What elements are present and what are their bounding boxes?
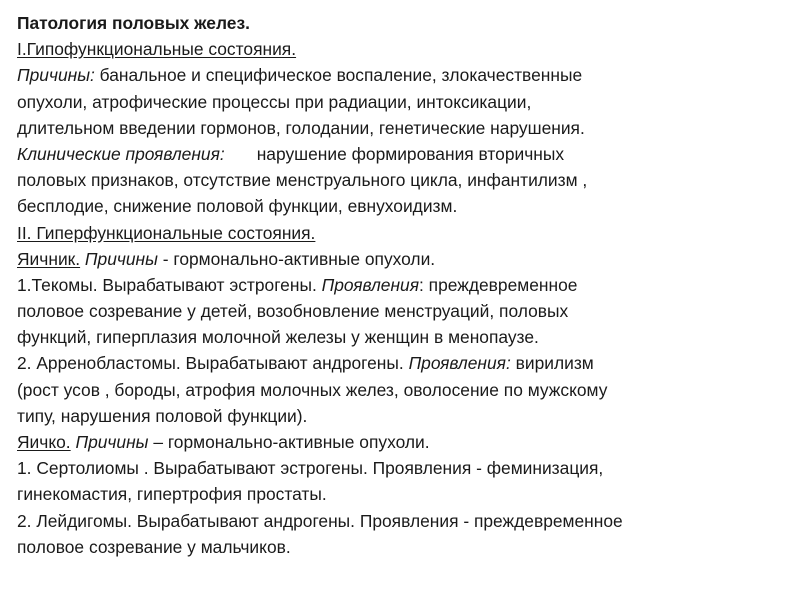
- ovary-item2-line-3: типу, нарушения половой функции).: [17, 405, 308, 426]
- section2-heading: II. Гиперфункциональные состояния.: [17, 222, 316, 243]
- ovary-item1-line-2: половое созревание у детей, возобновление менструаций, половых: [17, 301, 569, 322]
- testis-item1-line-1: 1. Сертолиомы . Вырабатывают эстрогены. Проявления - феминизация,: [17, 458, 604, 479]
- ovary-organ: Яичник.: [17, 248, 81, 269]
- ovary-causes-text: - гормонально-активные опухоли.: [157, 248, 436, 269]
- causes-line-1: [17, 62, 795, 88]
- section2-heading-line: [17, 220, 795, 246]
- causes-text-1: банальное и специфическое воспаление, злокачественные: [94, 65, 583, 86]
- ovary-item2-line-2: (рост усов , бороды, атрофия молочных желез, оволосение по мужскому: [17, 379, 608, 400]
- section1-heading: I.Гипофункциональные состояния.: [17, 39, 297, 60]
- testis-item2-line-1: 2. Лейдигомы. Вырабатывают андрогены. Проявления - преждевременное: [17, 510, 623, 531]
- section1-heading-line: [17, 36, 795, 62]
- clinical-line-3: бесплодие, снижение половой функции, евнухоидизм.: [17, 196, 458, 217]
- testis-causes-text: – гормонально-активные опухоли.: [148, 432, 430, 452]
- testis-item1-line-2: гинекомастия, гипертрофия простаты.: [17, 484, 327, 505]
- ovary-item2-lead: 2. Арренобластомы. Вырабатывают андрогены.: [17, 353, 409, 374]
- clinical-line-1: [17, 141, 795, 167]
- ovary-item1-label: Проявления: [321, 274, 419, 295]
- ovary-item1-text-1: : преждевременное: [419, 274, 578, 295]
- causes-line-3: длительном введении гормонов, голодании, генетические нарушения.: [17, 117, 585, 138]
- testis-organ: Яичко.: [17, 432, 71, 452]
- ovary-causes-label: Причины: [80, 248, 158, 269]
- causes-line-2: опухоли, атрофические процессы при радиации, интоксикации,: [17, 91, 532, 112]
- ovary-item1-line-1: [17, 272, 795, 298]
- ovary-item1-line-3: функций, гиперплазия молочной железы у женщин в менопаузе.: [17, 327, 539, 348]
- causes-label: Причины:: [17, 65, 95, 86]
- clinical-label: Клинические проявления:: [17, 143, 225, 164]
- slide-title: Патология половых желез.: [17, 13, 250, 33]
- slide-text: [17, 10, 795, 560]
- testis-item2-line-2: половое созревание у мальчиков.: [17, 536, 291, 557]
- testis-causes-label: Причины: [70, 432, 149, 452]
- clinical-line-2: половых признаков, отсутствие менструального цикла, инфантилизм ,: [17, 170, 588, 191]
- ovary-item1-lead: 1.Текомы. Вырабатывают эстрогены.: [17, 274, 322, 295]
- ovary-item2-label: Проявления:: [408, 353, 511, 374]
- ovary-causes-line: [17, 246, 795, 272]
- testis-causes-line: [17, 429, 795, 455]
- clinical-text-1: нарушение формирования вторичных: [256, 143, 565, 164]
- ovary-item2-line-1: [17, 350, 795, 376]
- ovary-item2-text-1: вирилизм: [510, 353, 594, 374]
